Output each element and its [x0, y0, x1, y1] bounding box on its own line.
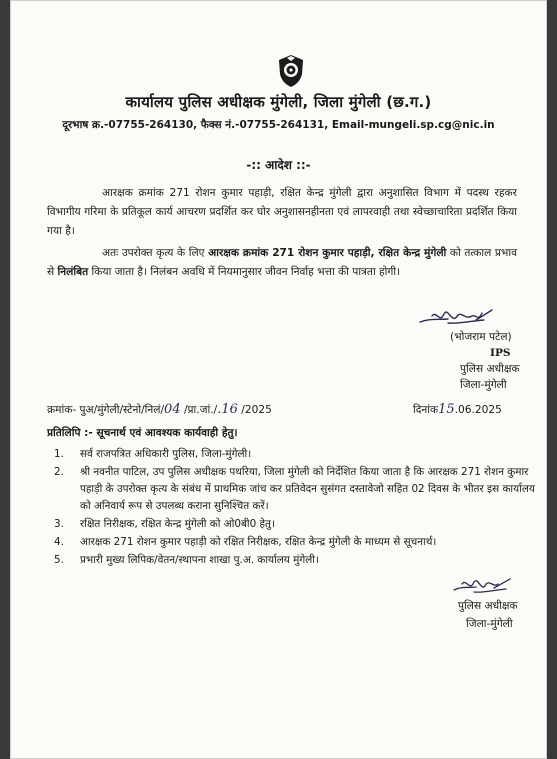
ref-suffix: /2025 — [237, 404, 272, 416]
date-suffix: .06.2025 — [454, 404, 502, 416]
order-heading: -:: आदेश ::- — [246, 158, 311, 172]
para2-mid: को तत्काल प्रभाव से — [47, 247, 518, 278]
ref-handwritten-1: 04 — [164, 402, 181, 417]
signatory-name: (भोजराम पटेल) — [450, 331, 512, 343]
signatory-district: जिला-मुंगेली — [466, 618, 513, 630]
ref-handwritten-2: .16 — [217, 402, 238, 417]
police-emblem-icon — [276, 54, 306, 88]
handwritten-signature-2 — [452, 576, 512, 598]
para2-bold-suspended: निलंबित — [57, 266, 89, 278]
list-item-number: 4. — [54, 536, 64, 548]
list-item — [54, 516, 535, 533]
signatory-district: जिला-मुंगेली — [460, 379, 507, 391]
date-handwritten-day: 15 — [438, 402, 455, 417]
copy-list — [54, 446, 535, 570]
list-item-number: 1. — [54, 448, 64, 460]
order-date — [413, 402, 502, 417]
copy-heading: प्रतिलिपि :- सूचनार्थ एवं आवश्यक कार्यवाही हेतु। — [47, 427, 238, 439]
list-item-number: 2. — [54, 466, 64, 478]
ref-prefix: क्रमांक- पुअ/मुंगेली/स्टेनो/निलं/ — [47, 404, 165, 416]
signatory-designation: पुलिस अधीक्षक — [460, 363, 520, 375]
list-item-number: 5. — [54, 554, 64, 566]
list-item — [54, 446, 535, 463]
list-item-text: सर्व राजपत्रित अधिकारी पुलिस, जिला-मुंगेली। — [80, 448, 252, 460]
list-item-number: 3. — [54, 518, 64, 530]
reference-number — [47, 402, 272, 417]
ref-mid: /प्रा.जां./ — [180, 404, 218, 416]
handwritten-signature-1 — [418, 306, 494, 330]
list-item-text: श्री नवनीत पाटिल, उप पुलिस अधीक्षक पथरिया, जिला मुंगेली को निर्देशित किया जाता है कि आरक्षक 271 रोशन कुमार पहाड़ी के उपरोक्त कृत्य के संबंध में प्राथमिक जांच कर प्रतिवेदन सुसंगत दस्तावेजो सहित 02 दिवस के भीतर इस कार्यालय को अनिवार्य रूप से उपलब्ध कराना सुनिश्चित करें। — [80, 466, 535, 512]
order-paragraph-1: आरक्षक क्रमांक 271 रोशन कुमार पहाड़ी, रक्षित केन्द्र मुंगेली द्वारा अनुशासित विभाग में पदस्थ रहकर विभागीय गरिमा के प्रतिकूल कार्य आचरण प्रदर्शित कर घोर अनुशासनहीनता एवं लापरवाही तथा स्वेच्छाचारिता प्रदर्शित किया गया है। — [47, 187, 517, 237]
list-item — [54, 552, 535, 569]
date-prefix: दिनांक — [413, 404, 439, 416]
list-item-text: रक्षित निरीक्षक, रक्षित केन्द्र मुंगेली को ओ0बी0 हेतु। — [80, 518, 275, 530]
list-item-text: आरक्षक 271 रोशन कुमार पहाड़ी को रक्षित निरीक्षक, रक्षित केन्द्र मुंगेली के माध्यम से सूचनार्थ। — [80, 536, 437, 548]
para2-pre: अतः उपरोक्त कृत्य के लिए — [102, 247, 209, 259]
list-item-text: प्रभारी मुख्य लिपिक/वेतन/स्थापना शाखा पु.अ. कार्यालय मुंगेली। — [80, 554, 319, 566]
document-page — [10, 0, 547, 759]
contact-line: दूरभाष क्र.-07755-264130, फैक्स नं.-07755-264131, Email-mungeli.sp.cg@nic.in — [62, 119, 495, 131]
office-title: कार्यालय पुलिस अधीक्षक मुंगेली, जिला मुंगेली (छ.ग.) — [125, 93, 432, 111]
para2-post: किया जाता है। निलंबन अवधि में नियमानुसार जीवन निर्वाह भत्ता की पात्रता होगी। — [88, 266, 401, 278]
list-item — [54, 464, 535, 515]
list-item — [54, 534, 535, 551]
para2-bold-subject: आरक्षक क्रमांक 271 रोशन कुमार पहाड़ी, रक्षित केन्द्र मुंगेली — [208, 247, 447, 259]
signatory-service: IPS — [490, 347, 511, 359]
signatory-designation: पुलिस अधीक्षक — [458, 600, 518, 612]
order-paragraph-2 — [47, 244, 517, 282]
